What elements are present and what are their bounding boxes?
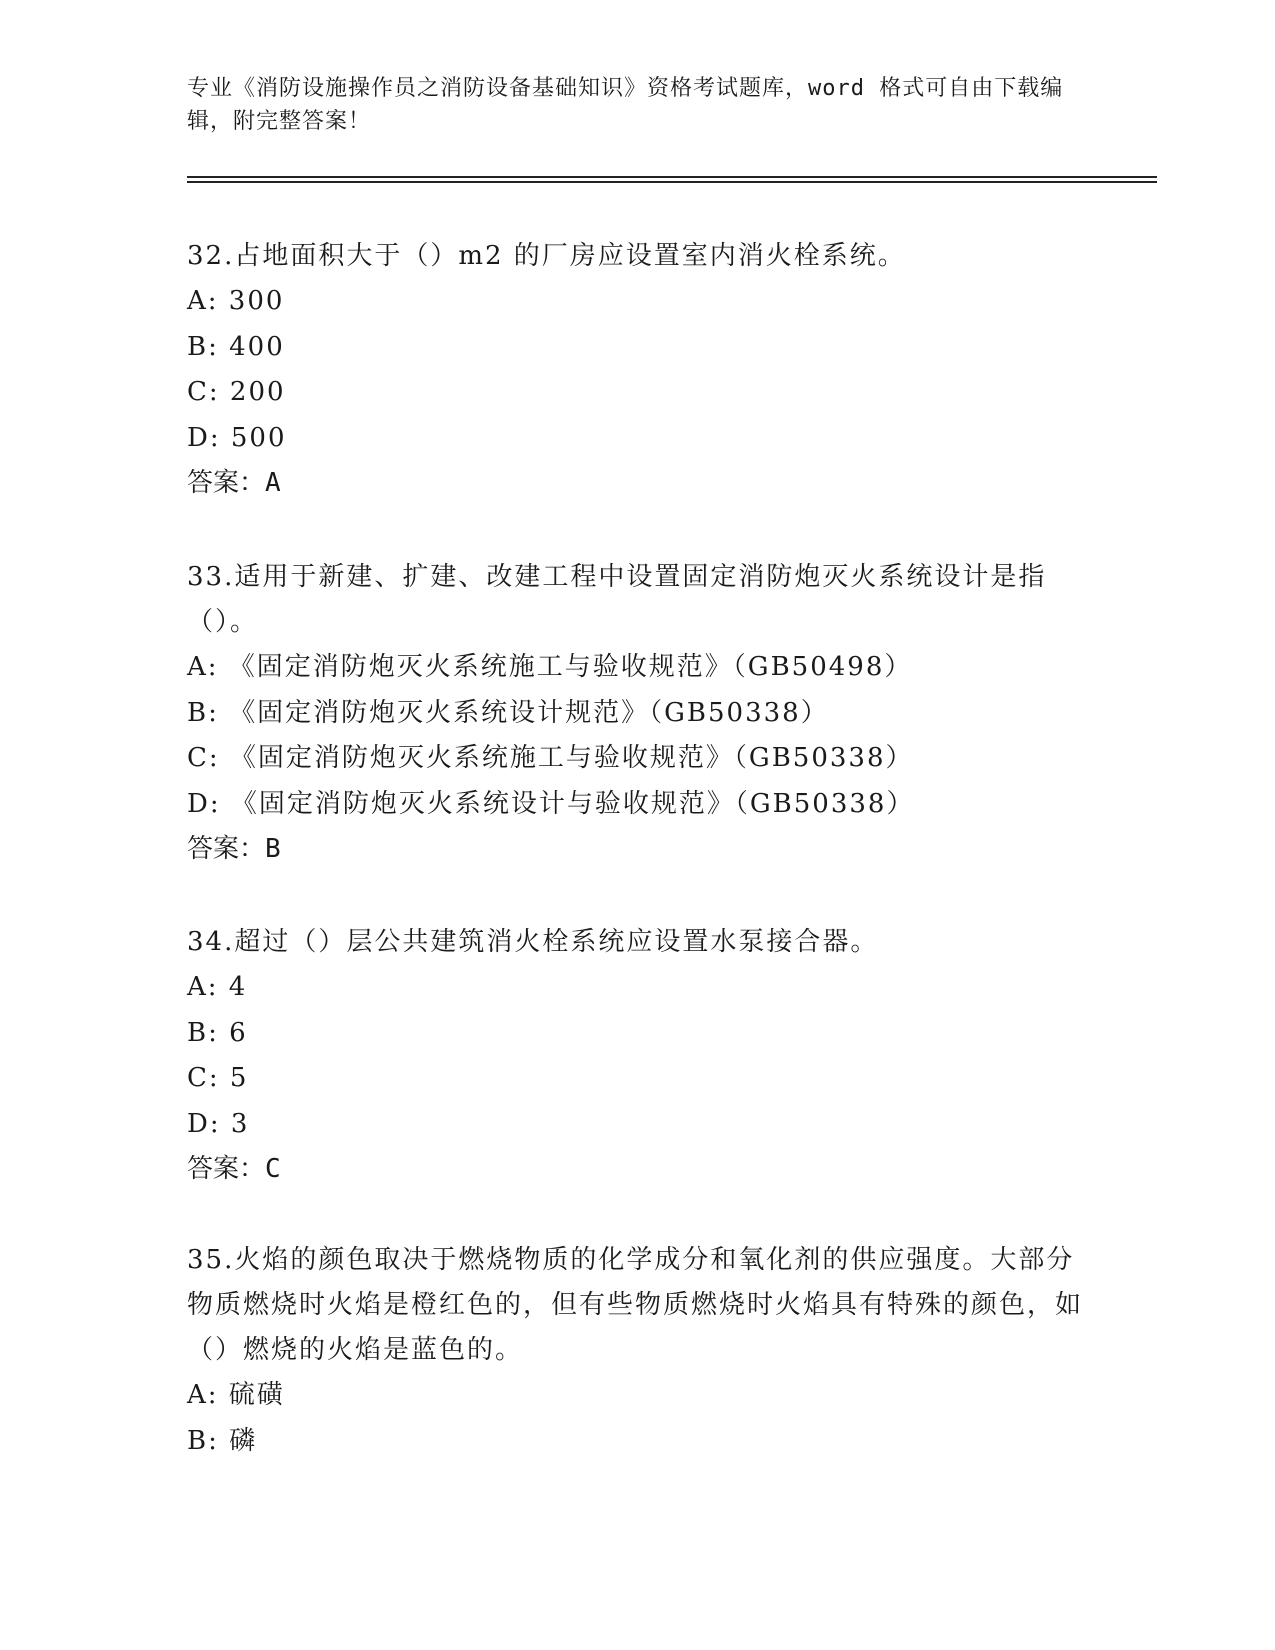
answer-text: 答案：A (187, 468, 281, 498)
option-b: B: 《固定消防炮灭火系统设计规范》（GB50338） (187, 697, 829, 728)
option-d: D: 《固定消防炮灭火系统设计与验收规范》（GB50338） (187, 788, 915, 819)
question-33 (187, 555, 1087, 872)
option-a: A: 4 (187, 972, 248, 1002)
question-35 (187, 1238, 1087, 1464)
question-stem: 33.适用于新建、扩建、改建工程中设置固定消防炮灭火系统设计是指（）。 (187, 562, 1047, 637)
option-d: D: 500 (187, 422, 287, 453)
option-c: C: 5 (187, 1063, 249, 1093)
question-34 (187, 920, 1087, 1192)
answer-text: 答案：B (187, 834, 281, 864)
header-divider-top (187, 176, 1157, 178)
question-stem: 34.超过（）层公共建筑消火栓系统应设置水泵接合器。 (187, 927, 879, 957)
option-a: A: 300 (187, 286, 285, 316)
option-c: C: 200 (187, 377, 286, 407)
document-header (187, 72, 1067, 138)
option-a: A: 硫磺 (187, 1380, 285, 1410)
question-32 (187, 234, 1087, 506)
option-b: B: 6 (187, 1017, 248, 1048)
option-b: B: 400 (187, 331, 285, 362)
option-d: D: 3 (187, 1108, 250, 1139)
header-text: 专业《消防设施操作员之消防设备基础知识》资格考试题库，word 格式可自由下载编辑，附完整答案！ (187, 76, 1064, 134)
header-divider-bottom (187, 181, 1157, 183)
option-a: A: 《固定消防炮灭火系统施工与验收规范》（GB50498） (187, 652, 913, 682)
answer-text: 答案：C (187, 1154, 281, 1184)
question-stem: 35.火焰的颜色取决于燃烧物质的化学成分和氧化剂的供应强度。大部分物质燃烧时火焰是橙红色的，但有些物质燃烧时火焰具有特殊的颜色，如（）燃烧的火焰是蓝色的。 (187, 1245, 1084, 1365)
option-c: C: 《固定消防炮灭火系统施工与验收规范》（GB50338） (187, 743, 914, 773)
question-stem: 32.占地面积大于（）m2 的厂房应设置室内消火栓系统。 (187, 241, 906, 271)
option-b: B: 磷 (187, 1425, 258, 1456)
